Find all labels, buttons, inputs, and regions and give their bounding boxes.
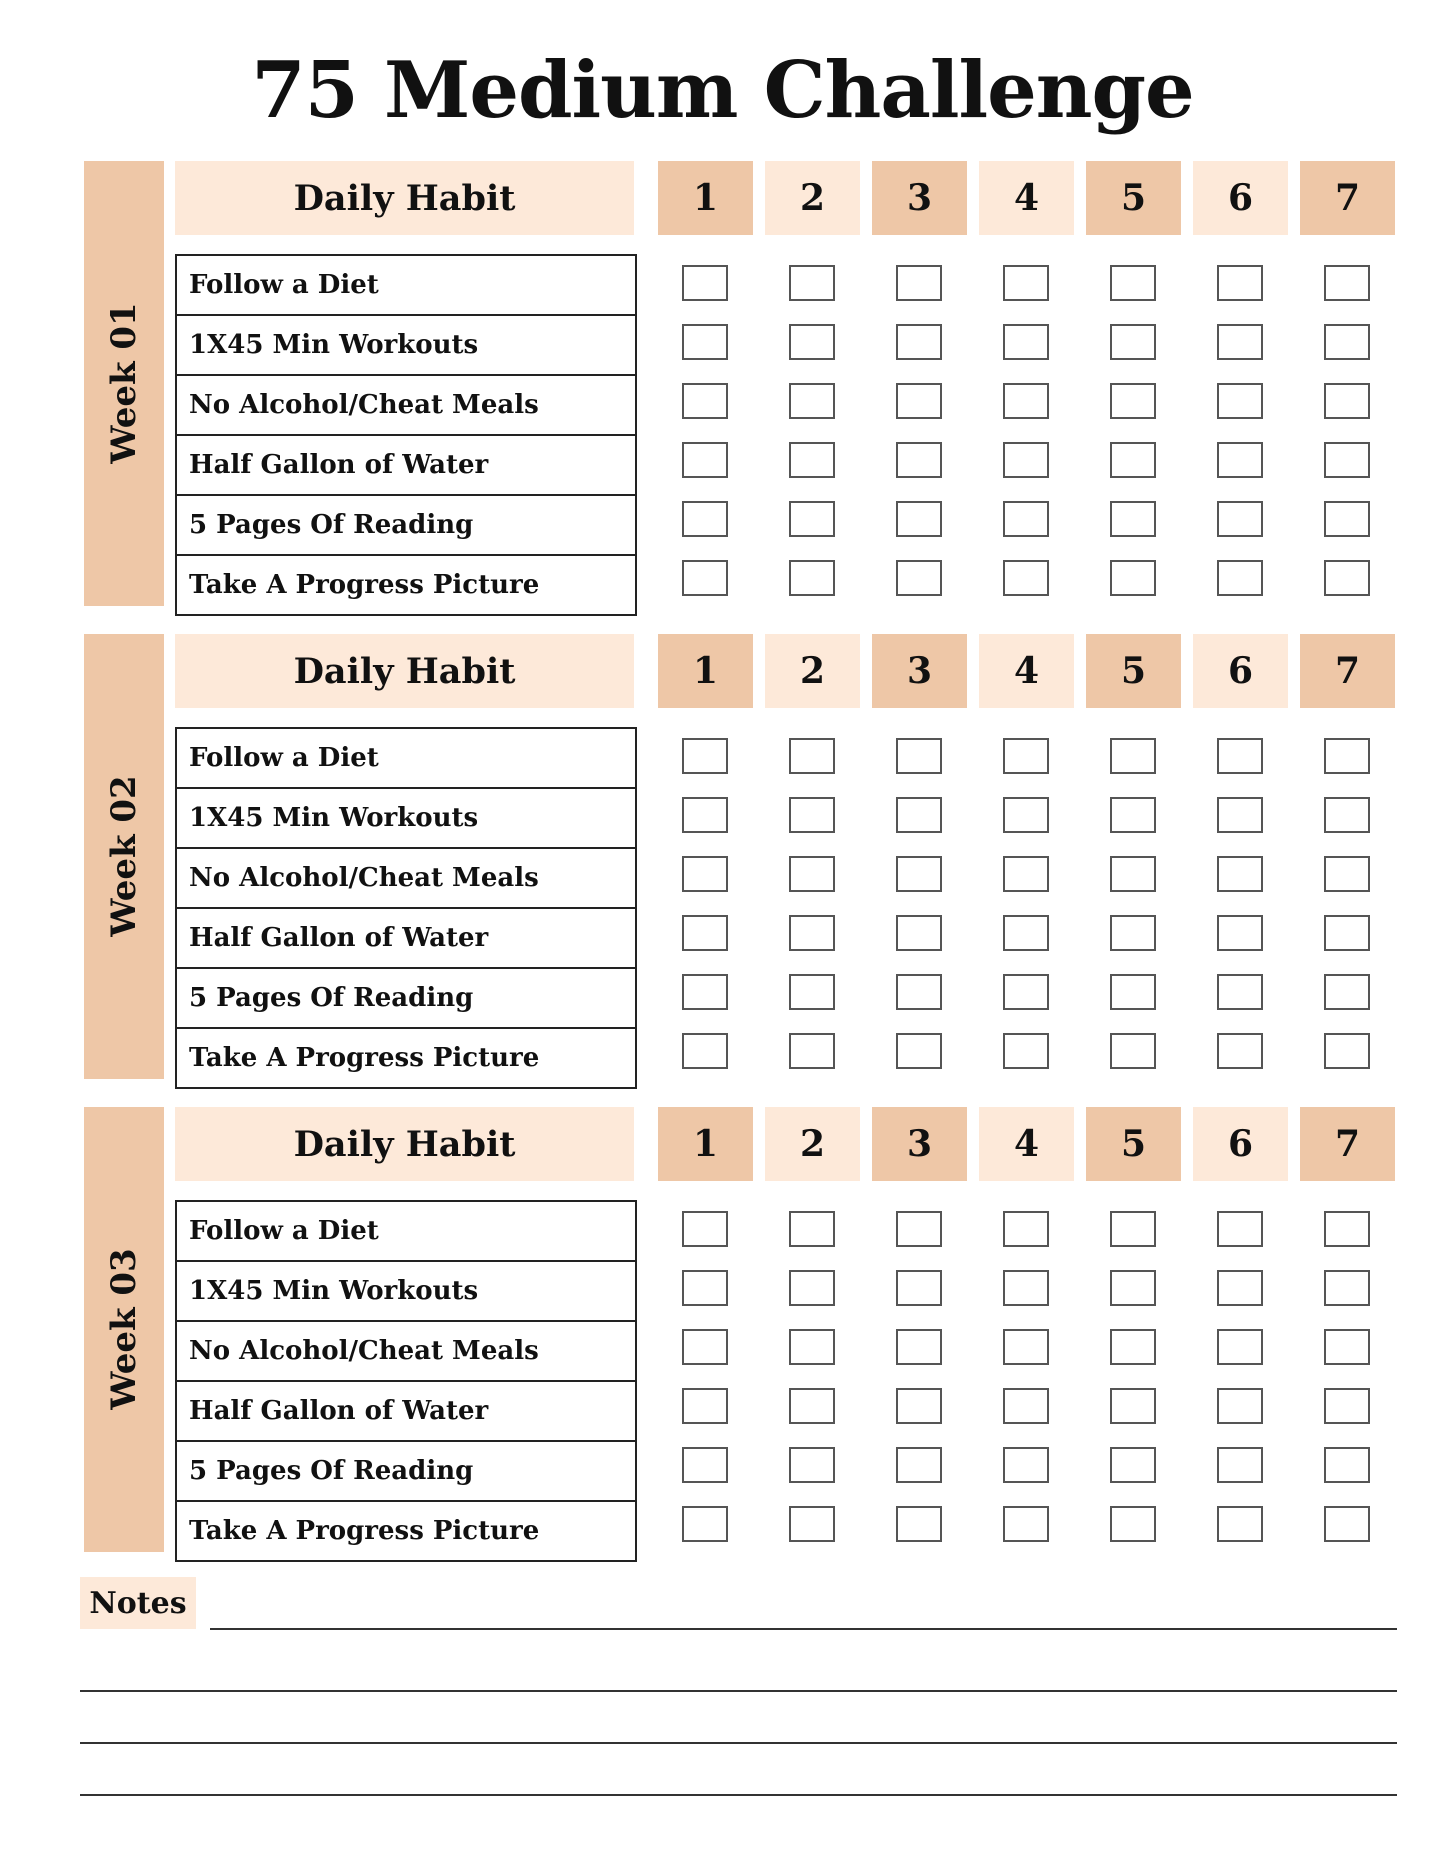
habit-checkbox[interactable] xyxy=(789,915,835,951)
week-label: Week 03 xyxy=(104,1248,144,1410)
habit-checkbox[interactable] xyxy=(1324,442,1370,478)
habit-checkbox[interactable] xyxy=(1324,797,1370,833)
habit-checkbox[interactable] xyxy=(789,1270,835,1306)
habit-checkbox[interactable] xyxy=(1110,1270,1156,1306)
week-2-section xyxy=(84,634,1397,1079)
habit-checkbox[interactable] xyxy=(1110,797,1156,833)
habit-checkbox[interactable] xyxy=(1110,856,1156,892)
habit-checkbox[interactable] xyxy=(896,1033,942,1069)
day-header-5: 5 xyxy=(1086,1107,1181,1181)
habit-checkbox[interactable] xyxy=(1217,560,1263,596)
habit-row: No Alcohol/Cheat Meals xyxy=(177,847,635,907)
habit-checkbox[interactable] xyxy=(789,1388,835,1424)
habit-list xyxy=(175,1200,637,1562)
habit-checkbox[interactable] xyxy=(789,974,835,1010)
habit-row: Take A Progress Picture xyxy=(177,1027,635,1087)
day-header-2: 2 xyxy=(765,634,860,708)
habit-checkbox[interactable] xyxy=(1217,1211,1263,1247)
week-label-panel xyxy=(84,1107,164,1552)
habit-row: Follow a Diet xyxy=(189,1216,379,1246)
day-header-4: 4 xyxy=(979,161,1074,235)
habit-checkbox[interactable] xyxy=(1217,1033,1263,1069)
day-header-1: 1 xyxy=(658,161,753,235)
day-header-1: 1 xyxy=(658,1107,753,1181)
habit-checkbox[interactable] xyxy=(1003,856,1049,892)
habit-checkbox[interactable] xyxy=(1217,1506,1263,1542)
day-header-7: 7 xyxy=(1300,634,1395,708)
habit-row: Half Gallon of Water xyxy=(177,1380,635,1440)
habit-checkbox[interactable] xyxy=(1217,1270,1263,1306)
habit-row: 5 Pages Of Reading xyxy=(177,1440,635,1500)
habit-list xyxy=(175,254,637,616)
habit-checkbox[interactable] xyxy=(789,738,835,774)
habit-checkbox[interactable] xyxy=(682,738,728,774)
habit-checkbox[interactable] xyxy=(1003,324,1049,360)
habit-checkbox[interactable] xyxy=(1324,560,1370,596)
habit-checkbox[interactable] xyxy=(896,1447,942,1483)
habit-checkbox[interactable] xyxy=(789,1447,835,1483)
habit-row: 5 Pages Of Reading xyxy=(177,967,635,1027)
habit-checkbox[interactable] xyxy=(1003,1329,1049,1365)
habit-checkbox[interactable] xyxy=(1003,797,1049,833)
habit-checkbox[interactable] xyxy=(789,383,835,419)
habit-checkbox[interactable] xyxy=(896,738,942,774)
habit-checkbox[interactable] xyxy=(1110,501,1156,537)
habit-checkbox[interactable] xyxy=(1003,501,1049,537)
habit-checkbox[interactable] xyxy=(1217,915,1263,951)
habit-checkbox[interactable] xyxy=(896,265,942,301)
habit-checkbox[interactable] xyxy=(896,1270,942,1306)
habit-checkbox[interactable] xyxy=(1003,1033,1049,1069)
habit-row: Follow a Diet xyxy=(189,270,379,300)
day-header-3: 3 xyxy=(872,1107,967,1181)
habit-checkbox[interactable] xyxy=(1217,501,1263,537)
habit-checkbox[interactable] xyxy=(1003,383,1049,419)
habit-checkbox[interactable] xyxy=(1003,1506,1049,1542)
day-header-4: 4 xyxy=(979,1107,1074,1181)
habit-checkbox[interactable] xyxy=(1217,442,1263,478)
day-header-6: 6 xyxy=(1193,634,1288,708)
habit-checkbox[interactable] xyxy=(682,265,728,301)
habit-checkbox[interactable] xyxy=(1110,442,1156,478)
habit-checkbox[interactable] xyxy=(896,442,942,478)
habit-checkbox[interactable] xyxy=(1110,1447,1156,1483)
habit-checkbox[interactable] xyxy=(1217,856,1263,892)
habit-checkbox[interactable] xyxy=(896,1388,942,1424)
habit-checkbox[interactable] xyxy=(896,1211,942,1247)
habit-checkbox[interactable] xyxy=(682,974,728,1010)
habit-checkbox[interactable] xyxy=(1217,324,1263,360)
habit-row: Half Gallon of Water xyxy=(177,907,635,967)
habit-checkbox[interactable] xyxy=(1110,383,1156,419)
habit-checkbox[interactable] xyxy=(789,324,835,360)
habit-checkbox[interactable] xyxy=(1110,1211,1156,1247)
day-header-5: 5 xyxy=(1086,161,1181,235)
habit-checkbox[interactable] xyxy=(789,442,835,478)
habit-checkbox[interactable] xyxy=(1110,974,1156,1010)
habit-checkbox[interactable] xyxy=(1324,383,1370,419)
habit-checkbox[interactable] xyxy=(682,1033,728,1069)
habit-checkbox[interactable] xyxy=(1110,915,1156,951)
habit-row: Take A Progress Picture xyxy=(177,554,635,614)
habit-checkbox[interactable] xyxy=(789,560,835,596)
habit-checkbox[interactable] xyxy=(1217,1388,1263,1424)
habit-checkbox[interactable] xyxy=(682,501,728,537)
habit-checkbox[interactable] xyxy=(1324,1211,1370,1247)
habit-checkbox[interactable] xyxy=(1217,265,1263,301)
habit-checkbox[interactable] xyxy=(1003,560,1049,596)
habit-list xyxy=(175,727,637,1089)
habit-checkbox[interactable] xyxy=(1217,974,1263,1010)
habit-row: Follow a Diet xyxy=(189,743,379,773)
habit-checkbox[interactable] xyxy=(1324,1447,1370,1483)
habit-checkbox[interactable] xyxy=(896,974,942,1010)
habit-checkbox[interactable] xyxy=(789,501,835,537)
habit-checkbox[interactable] xyxy=(789,797,835,833)
habit-checkbox[interactable] xyxy=(1217,1329,1263,1365)
day-header-6: 6 xyxy=(1193,1107,1288,1181)
habit-row: 1X45 Min Workouts xyxy=(177,1260,635,1320)
habit-checkbox[interactable] xyxy=(1324,915,1370,951)
habit-checkbox[interactable] xyxy=(789,265,835,301)
habit-checkbox[interactable] xyxy=(1324,501,1370,537)
week-label-panel xyxy=(84,634,164,1079)
habit-checkbox[interactable] xyxy=(1324,1270,1370,1306)
habit-row: 1X45 Min Workouts xyxy=(177,314,635,374)
habit-checkbox[interactable] xyxy=(1324,856,1370,892)
daily-habit-header: Daily Habit xyxy=(175,161,634,235)
habit-row: 5 Pages Of Reading xyxy=(177,494,635,554)
habit-checkbox[interactable] xyxy=(1003,442,1049,478)
habit-checkbox[interactable] xyxy=(682,383,728,419)
habit-checkbox[interactable] xyxy=(896,1329,942,1365)
habit-checkbox[interactable] xyxy=(1324,1329,1370,1365)
habit-checkbox[interactable] xyxy=(1110,560,1156,596)
notes-line[interactable] xyxy=(80,1742,1397,1744)
habit-checkbox[interactable] xyxy=(896,560,942,596)
habit-checkbox[interactable] xyxy=(1003,1447,1049,1483)
day-header-3: 3 xyxy=(872,634,967,708)
habit-row: Take A Progress Picture xyxy=(177,1500,635,1560)
week-label-panel xyxy=(84,161,164,606)
habit-checkbox[interactable] xyxy=(682,1329,728,1365)
habit-checkbox[interactable] xyxy=(1003,738,1049,774)
notes-line[interactable] xyxy=(80,1690,1397,1692)
habit-checkbox[interactable] xyxy=(896,1506,942,1542)
habit-checkbox[interactable] xyxy=(682,560,728,596)
notes-label: Notes xyxy=(80,1577,196,1629)
habit-checkbox[interactable] xyxy=(682,1211,728,1247)
habit-row: 1X45 Min Workouts xyxy=(177,787,635,847)
habit-checkbox[interactable] xyxy=(1003,1270,1049,1306)
habit-checkbox[interactable] xyxy=(1110,265,1156,301)
habit-row: Half Gallon of Water xyxy=(177,434,635,494)
habit-checkbox[interactable] xyxy=(1217,383,1263,419)
habit-checkbox[interactable] xyxy=(682,1270,728,1306)
habit-checkbox[interactable] xyxy=(1324,1033,1370,1069)
day-header-1: 1 xyxy=(658,634,753,708)
week-label: Week 02 xyxy=(104,775,144,937)
habit-checkbox[interactable] xyxy=(1324,738,1370,774)
habit-checkbox[interactable] xyxy=(1110,1329,1156,1365)
habit-checkbox[interactable] xyxy=(682,915,728,951)
day-header-7: 7 xyxy=(1300,1107,1395,1181)
habit-checkbox[interactable] xyxy=(1003,974,1049,1010)
habit-checkbox[interactable] xyxy=(1324,1388,1370,1424)
habit-checkbox[interactable] xyxy=(896,915,942,951)
habit-checkbox[interactable] xyxy=(1324,974,1370,1010)
habit-checkbox[interactable] xyxy=(1003,915,1049,951)
day-header-7: 7 xyxy=(1300,161,1395,235)
habit-row: No Alcohol/Cheat Meals xyxy=(177,374,635,434)
habit-checkbox[interactable] xyxy=(1217,1447,1263,1483)
habit-checkbox[interactable] xyxy=(789,1033,835,1069)
habit-checkbox[interactable] xyxy=(789,1211,835,1247)
habit-checkbox[interactable] xyxy=(896,797,942,833)
page-title: 75 Medium Challenge xyxy=(251,45,1194,136)
habit-checkbox[interactable] xyxy=(682,324,728,360)
habit-checkbox[interactable] xyxy=(1110,1388,1156,1424)
habit-checkbox[interactable] xyxy=(896,856,942,892)
day-header-4: 4 xyxy=(979,634,1074,708)
habit-checkbox[interactable] xyxy=(1324,324,1370,360)
habit-checkbox[interactable] xyxy=(682,1388,728,1424)
habit-checkbox[interactable] xyxy=(682,797,728,833)
habit-checkbox[interactable] xyxy=(1110,1506,1156,1542)
habit-checkbox[interactable] xyxy=(896,324,942,360)
habit-checkbox[interactable] xyxy=(1110,324,1156,360)
notes-line[interactable] xyxy=(80,1794,1397,1796)
week-1-section xyxy=(84,161,1397,606)
week-label: Week 01 xyxy=(104,302,144,464)
habit-checkbox[interactable] xyxy=(896,383,942,419)
day-header-2: 2 xyxy=(765,161,860,235)
habit-checkbox[interactable] xyxy=(682,1506,728,1542)
habit-checkbox[interactable] xyxy=(1003,1388,1049,1424)
habit-checkbox[interactable] xyxy=(1003,1211,1049,1247)
day-header-3: 3 xyxy=(872,161,967,235)
daily-habit-header: Daily Habit xyxy=(175,634,634,708)
day-header-2: 2 xyxy=(765,1107,860,1181)
habit-checkbox[interactable] xyxy=(789,1506,835,1542)
notes-line[interactable] xyxy=(210,1628,1397,1630)
day-header-5: 5 xyxy=(1086,634,1181,708)
week-3-section xyxy=(84,1107,1397,1552)
habit-checkbox[interactable] xyxy=(682,1447,728,1483)
daily-habit-header: Daily Habit xyxy=(175,1107,634,1181)
habit-checkbox[interactable] xyxy=(682,856,728,892)
habit-checkbox[interactable] xyxy=(682,442,728,478)
habit-checkbox[interactable] xyxy=(896,501,942,537)
habit-row: No Alcohol/Cheat Meals xyxy=(177,1320,635,1380)
habit-checkbox[interactable] xyxy=(1324,1506,1370,1542)
habit-checkbox[interactable] xyxy=(789,856,835,892)
day-header-6: 6 xyxy=(1193,161,1288,235)
habit-checkbox[interactable] xyxy=(1003,265,1049,301)
habit-checkbox[interactable] xyxy=(1217,738,1263,774)
habit-checkbox[interactable] xyxy=(789,1329,835,1365)
habit-checkbox[interactable] xyxy=(1217,797,1263,833)
habit-checkbox[interactable] xyxy=(1110,1033,1156,1069)
habit-checkbox[interactable] xyxy=(1110,738,1156,774)
habit-checkbox[interactable] xyxy=(1324,265,1370,301)
